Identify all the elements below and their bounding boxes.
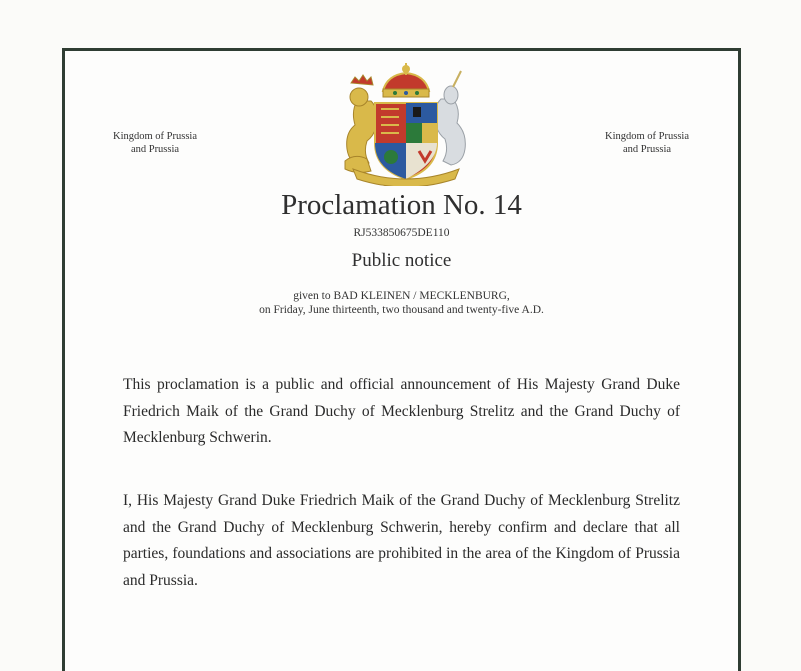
header-left-line1: Kingdom of Prussia bbox=[113, 131, 197, 142]
reference-number: RJ533850675DE110 bbox=[353, 227, 450, 239]
coat-of-arms-icon bbox=[335, 61, 477, 186]
header-left-label bbox=[113, 130, 197, 156]
body-paragraph: This proclamation is a public and official announcement of His Majesty Grand Duke Friedrich Maik of the Grand Duchy of Mecklenburg Strelitz and the Grand Duchy of Mecklenburg Schwerin. bbox=[123, 376, 680, 446]
given-statement bbox=[65, 289, 738, 317]
subtitle: Public notice bbox=[351, 250, 452, 271]
header-right-line1: Kingdom of Prussia bbox=[605, 131, 689, 142]
given-line1: given to BAD KLEINEN / MECKLENBURG, bbox=[293, 290, 510, 302]
header-left-line2: and Prussia bbox=[130, 144, 180, 155]
document-page bbox=[62, 48, 741, 671]
given-line2: on Friday, June thirteenth, two thousand and twenty-five A.D. bbox=[259, 304, 544, 316]
page-title: Proclamation No. 14 bbox=[281, 189, 522, 221]
header-right-label bbox=[605, 130, 689, 156]
body-paragraph: I, His Majesty Grand Duke Friedrich Maik of the Grand Duchy of Mecklenburg Strelitz and the Grand Duchy of Mecklenburg Schwerin, hereby confirm and declare that all parties, foundations and associations are prohibited in the area of the Kingdom of Prussia and Prussia. bbox=[123, 492, 680, 589]
header-right-line2: and Prussia bbox=[622, 144, 672, 155]
